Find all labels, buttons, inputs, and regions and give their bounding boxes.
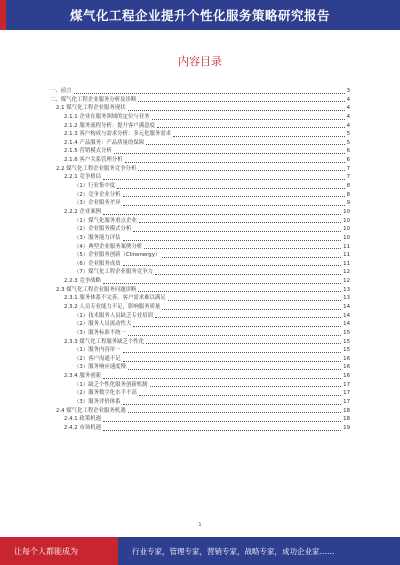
toc-entry[interactable] bbox=[50, 87, 350, 96]
toc-entry-page: 7 bbox=[346, 165, 350, 172]
toc-entry-page: 11 bbox=[343, 243, 350, 250]
toc-entry-label: （1）行业集中度 bbox=[74, 183, 116, 190]
toc-entry-page: 12 bbox=[343, 269, 350, 276]
toc-entry-label: （2）服务人员流动性大 bbox=[74, 321, 132, 328]
toc-entry-label: （3）服务标准不统一 bbox=[74, 329, 126, 336]
toc-entry-label: 2.3.3 煤气化工程服务缺乏个性化 bbox=[64, 338, 145, 345]
toc-entry[interactable] bbox=[50, 113, 350, 122]
toc-heading: 内容目录 bbox=[178, 55, 222, 68]
toc-leader-dots bbox=[103, 378, 341, 379]
toc-entry-page: 10 bbox=[343, 217, 350, 224]
toc-entry-label: 2.1.1 企业在服务领域的定位与业务 bbox=[64, 113, 150, 120]
toc-entry-label: 2.3.4 服务创新 bbox=[64, 373, 101, 380]
toc-entry-page: 12 bbox=[343, 278, 350, 285]
toc-leader-dots bbox=[123, 352, 342, 353]
toc-entry[interactable] bbox=[50, 389, 350, 398]
toc-entry-label: 2.1.4 产品服务：产品质量的保障 bbox=[64, 139, 145, 146]
toc-entry-label: 一、前言 bbox=[50, 87, 72, 94]
toc-entry-label: 2.1.6 客户关系管理分析 bbox=[64, 157, 123, 164]
toc-leader-dots bbox=[114, 153, 345, 154]
toc-entry-label: （1）缺乏个性化服务创新机制 bbox=[74, 381, 148, 388]
footer-slogan-left: 让每个人都能成为 bbox=[14, 547, 78, 556]
toc-entry[interactable] bbox=[50, 355, 350, 364]
toc-entry-label: 2.4.2 市场机遇 bbox=[64, 424, 101, 431]
toc-leader-dots bbox=[146, 343, 341, 344]
toc-entry[interactable] bbox=[50, 372, 350, 381]
toc-leader-dots bbox=[123, 265, 342, 266]
toc-entry-page: 16 bbox=[343, 355, 350, 362]
toc-entry-page: 6 bbox=[346, 157, 350, 164]
toc-leader-dots bbox=[133, 326, 341, 327]
toc-leader-dots bbox=[139, 395, 341, 396]
toc-entry[interactable] bbox=[50, 147, 350, 156]
toc-entry-page: 18 bbox=[343, 407, 350, 414]
toc-entry[interactable] bbox=[50, 398, 350, 407]
toc-entry[interactable] bbox=[50, 191, 350, 200]
toc-entry-page: 14 bbox=[343, 321, 350, 328]
toc-leader-dots bbox=[123, 205, 345, 206]
toc-entry-page: 10 bbox=[343, 226, 350, 233]
toc-entry[interactable] bbox=[50, 381, 350, 390]
toc-entry-page: 4 bbox=[346, 105, 350, 112]
toc-entry-page: 16 bbox=[343, 373, 350, 380]
toc-entry-page: 11 bbox=[343, 252, 350, 259]
toc-entry-page: 13 bbox=[343, 286, 350, 293]
toc-entry-page: 19 bbox=[343, 424, 350, 431]
toc-entry[interactable] bbox=[50, 156, 350, 165]
toc-entry-page: 10 bbox=[343, 234, 350, 241]
toc-entry-page: 14 bbox=[343, 312, 350, 319]
toc-leader-dots bbox=[125, 162, 345, 163]
toc-leader-dots bbox=[103, 421, 341, 422]
toc-entry-label: （2）服务数字化水平不高 bbox=[74, 390, 137, 397]
toc-leader-dots bbox=[150, 386, 342, 387]
toc-entry-label: （6）企业服务成效 bbox=[74, 260, 121, 267]
toc-leader-dots bbox=[123, 196, 345, 197]
toc-entry-page: 7 bbox=[346, 174, 350, 181]
toc-entry[interactable] bbox=[50, 424, 350, 433]
toc-entry-label: 2.3.2 人员专业能力不足，影响服务质量 bbox=[64, 304, 161, 310]
toc-entry[interactable] bbox=[50, 104, 350, 113]
toc-entry[interactable] bbox=[50, 312, 350, 321]
toc-entry[interactable] bbox=[50, 96, 350, 105]
toc-entry-label: （2）企业服务模式分析 bbox=[74, 226, 132, 233]
toc-leader-dots bbox=[117, 188, 344, 189]
toc-entry-page: 15 bbox=[343, 347, 350, 354]
header-bar bbox=[0, 0, 400, 30]
toc-entry-label: （3）企业服务差异 bbox=[74, 200, 121, 207]
toc-entry-label: （1）服务内容单一 bbox=[74, 347, 121, 354]
toc-entry-page: 3 bbox=[346, 87, 350, 94]
toc-entry-label: 2.2.3 竞争战略 bbox=[64, 278, 101, 285]
toc-entry[interactable] bbox=[50, 277, 350, 286]
toc-entry-label: （1）煤气化服务重点企业 bbox=[74, 217, 137, 224]
toc-leader-dots bbox=[138, 291, 341, 292]
footer-bar bbox=[0, 537, 400, 565]
toc-entry-page: 5 bbox=[346, 139, 350, 146]
toc-entry-page: 4 bbox=[346, 113, 350, 120]
table-of-contents bbox=[50, 87, 350, 433]
toc-entry-label: （7）煤气化工程企业服务竞争力 bbox=[74, 269, 153, 276]
toc-entry[interactable] bbox=[50, 217, 350, 226]
toc-entry-label: （2）竞争企业分析 bbox=[74, 191, 121, 198]
toc-entry-page: 8 bbox=[346, 183, 350, 190]
toc-leader-dots bbox=[103, 283, 341, 284]
toc-entry[interactable] bbox=[50, 329, 350, 338]
toc-leader-dots bbox=[138, 170, 344, 171]
toc-leader-dots bbox=[103, 179, 345, 180]
toc-leader-dots bbox=[128, 412, 342, 413]
toc-entry[interactable] bbox=[50, 251, 350, 260]
toc-leader-dots bbox=[173, 136, 344, 137]
toc-entry-label: （3）服务能力评估 bbox=[74, 234, 121, 241]
toc-entry[interactable] bbox=[50, 303, 350, 312]
toc-entry-label: 2.4 煤气化工程企业服务机遇 bbox=[56, 407, 126, 414]
toc-leader-dots bbox=[162, 309, 341, 310]
toc-entry[interactable] bbox=[50, 338, 350, 347]
toc-leader-dots bbox=[155, 317, 341, 318]
toc-entry-page: 8 bbox=[346, 191, 350, 198]
toc-entry[interactable] bbox=[50, 346, 350, 355]
toc-entry-label: （2）客户沟通不足 bbox=[74, 355, 121, 362]
toc-entry-page: 14 bbox=[343, 304, 350, 310]
toc-entry-page: 10 bbox=[343, 208, 350, 215]
toc-entry[interactable] bbox=[50, 407, 350, 416]
toc-entry[interactable] bbox=[50, 130, 350, 139]
toc-leader-dots bbox=[103, 430, 341, 431]
toc-entry[interactable] bbox=[50, 173, 350, 182]
toc-entry-label: （1）技术服务人员缺乏专业培训 bbox=[74, 312, 153, 319]
toc-entry[interactable] bbox=[50, 243, 350, 252]
toc-entry[interactable] bbox=[50, 294, 350, 303]
toc-entry-label: （3）服务响应速度慢 bbox=[74, 364, 126, 371]
toc-entry-page: 15 bbox=[343, 338, 350, 345]
toc-entry-label: 2.4.1 政策机遇 bbox=[64, 416, 101, 423]
toc-entry-label: （5）企业服务创新（Clinenergy） bbox=[74, 252, 161, 259]
toc-leader-dots bbox=[103, 214, 341, 215]
toc-leader-dots bbox=[133, 231, 341, 232]
toc-leader-dots bbox=[168, 300, 341, 301]
toc-entry-page: 17 bbox=[343, 399, 350, 406]
toc-entry-label: 2.3 煤气化工程企业服务问题诊断 bbox=[56, 286, 137, 293]
toc-entry[interactable] bbox=[50, 139, 350, 148]
toc-leader-dots bbox=[157, 127, 345, 128]
toc-entry[interactable] bbox=[50, 199, 350, 208]
toc-leader-dots bbox=[146, 144, 344, 145]
toc-entry-label: 2.1.5 营销模式分析 bbox=[64, 148, 112, 155]
toc-entry-page: 11 bbox=[343, 260, 350, 267]
toc-leader-dots bbox=[74, 93, 345, 94]
toc-entry-label: 2.1 煤气化工程企业服务现状 bbox=[56, 105, 126, 112]
toc-entry-page: 4 bbox=[346, 122, 350, 129]
toc-leader-dots bbox=[144, 248, 341, 249]
toc-entry[interactable] bbox=[50, 225, 350, 234]
toc-leader-dots bbox=[139, 222, 341, 223]
toc-entry[interactable] bbox=[50, 234, 350, 243]
toc-leader-dots bbox=[138, 101, 344, 102]
toc-entry-page: 13 bbox=[343, 295, 350, 302]
toc-leader-dots bbox=[155, 274, 341, 275]
toc-leader-dots bbox=[162, 257, 341, 258]
page-number: 1 bbox=[198, 522, 202, 528]
toc-entry[interactable] bbox=[50, 415, 350, 424]
toc-entry[interactable] bbox=[50, 286, 350, 295]
footer-slogan-right: 行业专家，管理专家，营销专家，战略专家，成功企业家…… bbox=[132, 547, 335, 556]
toc-entry-page: 4 bbox=[346, 96, 350, 103]
toc-entry[interactable] bbox=[50, 364, 350, 373]
toc-entry-label: （4）典型企业服务案例分析 bbox=[74, 243, 143, 250]
toc-entry-label: （3）服务评价体系 bbox=[74, 399, 121, 406]
toc-leader-dots bbox=[128, 110, 345, 111]
toc-entry-label: 2.2 煤气化工程企业服务竞争分析 bbox=[56, 165, 137, 172]
toc-entry[interactable] bbox=[50, 260, 350, 269]
toc-leader-dots bbox=[123, 361, 342, 362]
toc-entry-label: 二、煤气化工程企业服务分析及诊断 bbox=[50, 96, 137, 103]
toc-leader-dots bbox=[123, 240, 342, 241]
report-title: 煤气化工程企业提升个性化服务策略研究报告 bbox=[69, 8, 330, 23]
toc-entry[interactable] bbox=[50, 208, 350, 217]
toc-leader-dots bbox=[123, 404, 342, 405]
toc-entry[interactable] bbox=[50, 268, 350, 277]
toc-entry[interactable] bbox=[50, 182, 350, 191]
toc-entry-page: 15 bbox=[343, 329, 350, 336]
toc-leader-dots bbox=[128, 335, 341, 336]
toc-entry-label: 2.3.1 服务体系不完善，客户需求难以满足 bbox=[64, 295, 166, 302]
toc-entry-page: 18 bbox=[343, 416, 350, 423]
toc-leader-dots bbox=[128, 369, 341, 370]
toc-entry-label: 2.1.3 客户构成与需求分析：多元化服务需求 bbox=[64, 131, 172, 138]
toc-entry-page: 5 bbox=[346, 131, 350, 138]
toc-entry-label: 2.1.2 服务流程分析：提升客户满意度 bbox=[64, 122, 155, 129]
toc-entry-page: 9 bbox=[346, 200, 350, 207]
toc-entry[interactable] bbox=[50, 320, 350, 329]
toc-entry-page: 6 bbox=[346, 148, 350, 155]
toc-entry[interactable] bbox=[50, 122, 350, 131]
toc-entry-page: 17 bbox=[343, 390, 350, 397]
toc-leader-dots bbox=[152, 119, 345, 120]
toc-entry-page: 17 bbox=[343, 381, 350, 388]
toc-entry[interactable] bbox=[50, 165, 350, 174]
toc-entry-label: 2.2.2 企业案例 bbox=[64, 208, 101, 215]
toc-entry-page: 16 bbox=[343, 364, 350, 371]
toc-entry-label: 2.2.1 竞争格局 bbox=[64, 174, 101, 181]
